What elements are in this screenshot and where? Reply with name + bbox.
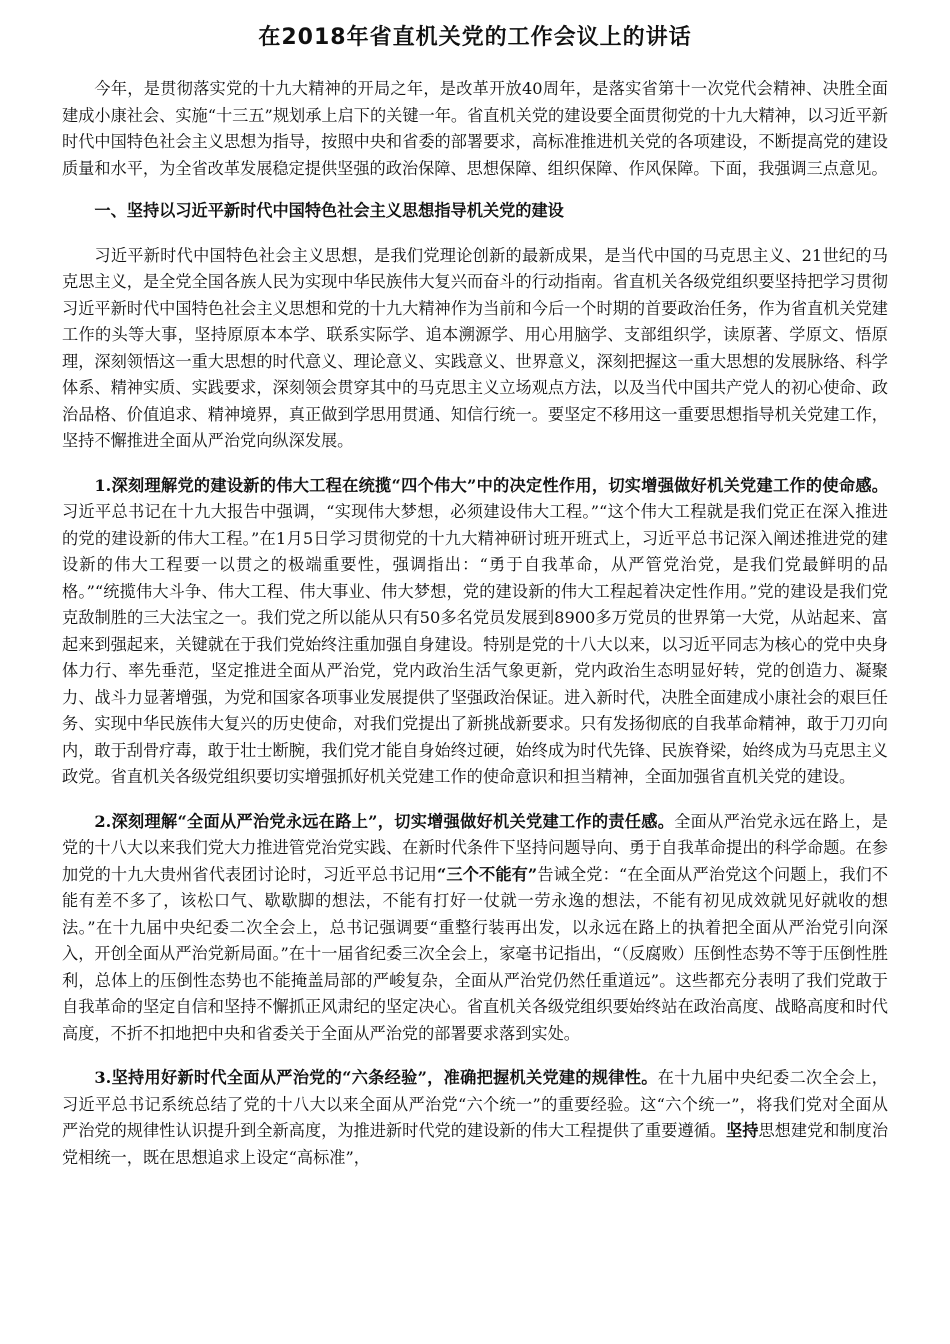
item-3-emphasis: 坚持 bbox=[726, 1121, 759, 1140]
item-2-paragraph bbox=[62, 809, 888, 1048]
item-3-lead: 3.坚持用好新时代全面从严治党的“六条经验”，准确把握机关党建的规律性。 bbox=[94, 1068, 658, 1087]
item-1-body: 习近平总书记在十九大报告中强调，“实现伟大梦想，必须建设伟大工程。”“这个伟大工程就是我们党正在深入推进的党的建设新的伟大工程。”在1月5日学习贯彻党的十九大精神研讨班开班式上，习近平总书记深入阐述推进党的建设新的伟大工程要一以贯之的极端重要性，强调指出：“勇于自我革命，从严管党治党，是我们党最鲜明的品格。”“统揽伟大斗争、伟大工程、伟大事业、伟大梦想，党的建设新的伟大工程起着决定性作用。”党的建设是我们党克敌制胜的三大法宝之一。我们党之所以能从只有50多名党员发展到8900多万党员的世界第一大党，从站起来、富起来到强起来，关键就在于我们党始终注重加强自身建设。特别是党的十八大以来，以习近平同志为核心的党中央身体力行、率先垂范，坚定推进全面从严治党，党内政治生活气象更新，党内政治生态明显好转，党的创造力、凝聚力、战斗力显著增强，为党和国家各项事业发展提供了坚强政治保证。进入新时代，决胜全面建成小康社会的艰巨任务、实现中华民族伟大复兴的历史使命，对我们党提出了新挑战新要求。只有发扬彻底的自我革命精神，敢于刀刃向内，敢于刮骨疗毒，敢于壮士断腕，我们党才能自身始终过硬，始终成为时代先锋、民族脊梁，始终成为马克思主义政党。省直机关各级党组织要切实增强抓好机关党建工作的使命意识和担当精神，全面加强省直机关党的建设。 bbox=[62, 502, 888, 786]
section-heading: 一、坚持以习近平新时代中国特色社会主义思想指导机关党的建设 bbox=[94, 201, 564, 220]
item-3-paragraph bbox=[62, 1065, 888, 1171]
section-body-paragraph: 习近平新时代中国特色社会主义思想，是我们党理论创新的最新成果，是当代中国的马克思主义、21世纪的马克思主义，是全党全国各族人民为实现中华民族伟大复兴而奋斗的行动指南。省直机关各级党组织要坚持把学习贯彻习近平新时代中国特色社会主义思想和党的十九大精神作为当前和今后一个时期的首要政治任务，作为省直机关党建工作的头等大事，坚持原原本本学、联系实际学、追本溯源学、用心用脑学、支部组织学，读原著、学原文、悟原理，深刻领悟这一重大思想的时代意义、理论意义、实践意义、世界意义，深刻把握这一重大思想的发展脉络、科学体系、精神实质、实践要求，深刻领会贯穿其中的马克思主义立场观点方法，以及当代中国共产党人的初心使命、政治品格、价值追求、精神境界，真正做到学思用贯通、知信行统一。要坚定不移用这一重要思想指导机关党建工作，坚持不懈推进全面从严治党向纵深发展。 bbox=[62, 245, 888, 450]
intro-paragraph: 今年，是贯彻落实党的十九大精神的开局之年，是改革开放40周年，是落实省第十一次党代会精神、决胜全面建成小康社会、实施“十三五”规划承上启下的关键一年。省直机关党的建设要全面贯彻党的十九大精神，以习近平新时代中国特色社会主义思想为指导，按照中央和省委的部署要求，高标准推进机关党的各项建设，不断提高党的建设质量和水平，为全省改革发展稳定提供坚强的政治保障、思想保障、组织保障、作风保障。下面，我强调三点意见。 bbox=[62, 79, 888, 178]
item-1-lead: 1.深刻理解党的建设新的伟大工程在统揽“四个伟大”中的决定性作用，切实增强做好机关党建工作的使命感。 bbox=[94, 475, 888, 495]
item-2-body-b: 告诫全党：“在全面从严治党这个问题上，我们不能有差不多了，该松口气、歇歇脚的想法，不能有打好一仗就一劳永逸的想法，不能有初见成效就见好就收的想法。”在十九届中央纪委二次全会上，总书记强调要“重整行装再出发，以永远在路上的执着把全面从严治党引向深入，开创全面从严治党新局面。”在十一届省纪委三次全会上，家毫书记指出，“（反腐败）压倒性态势不等于压倒性胜利，总体上的压倒性态势也不能掩盖局部的严峻复杂，全面从严治党仍然任重道远”。这些都充分表明了我们党敢于自我革命的坚定自信和坚持不懈抓正风肃纪的坚定决心。省直机关各级党组织要始终站在政治高度、战略高度和时代高度，不折不扣地把中央和省委关于全面从严治党的部署要求落到实处。 bbox=[62, 864, 889, 1043]
item-2-lead: 2.深刻理解“全面从严治党永远在路上”，切实增强做好机关党建工作的责任感。 bbox=[94, 811, 675, 831]
item-3-body-a: 在十九届中央纪委二次全会上，习近平总书记系统总结了党的十八大以来全面从严治党“六个统一”的重要经验。这“六个统一”，将我们党对全面从严治党的规律性认识提升到全新高度，为推进新时代党的建设新的伟大工程提供了重要遵循。 bbox=[62, 1068, 888, 1140]
item-1-paragraph bbox=[62, 473, 888, 791]
item-2-body-a: 全面从严治党永远在路上，是党的十八大以来我们党大力推进管党治党实践、在新时代条件下坚持问题导向、勇于自我革命提出的科学命题。在参加党的十九大贵州省代表团讨论时，习近平总书记用 bbox=[62, 811, 888, 884]
item-3-body-b: 思想建党和制度治党相统一，既在思想追求上设定“高标准”， bbox=[62, 1121, 889, 1167]
document-title: 在2018年省直机关党的工作会议上的讲话 bbox=[258, 25, 692, 50]
item-2-emphasis: “三个不能有” bbox=[436, 864, 538, 884]
